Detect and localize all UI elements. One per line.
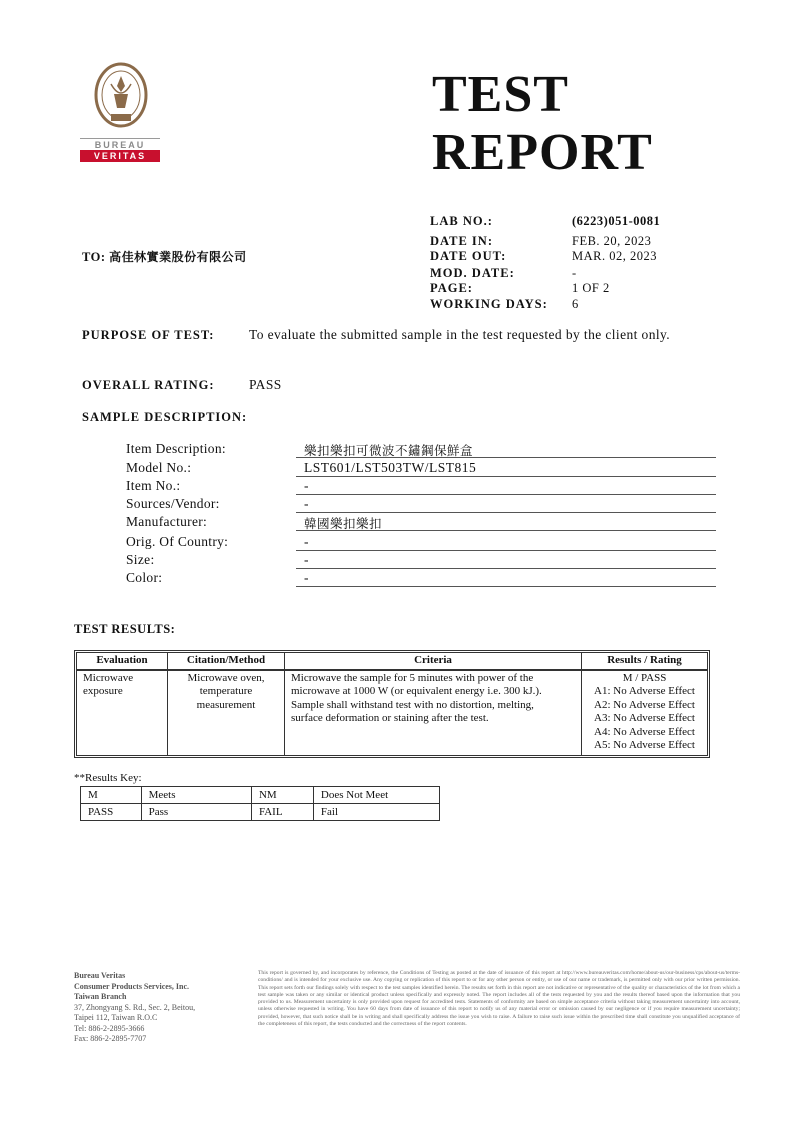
- logo-band-bottom: VERITAS: [80, 150, 160, 162]
- lab-info-value: 1 OF 2: [572, 281, 610, 295]
- sample-field-value: -: [296, 496, 716, 513]
- sample-row: [126, 478, 718, 496]
- rating-line: M / PASS: [622, 671, 667, 684]
- sample-field-value: LST601/LST503TW/LST815: [296, 460, 716, 477]
- results-key-row: [81, 787, 440, 804]
- criteria-line: Sample shall withstand test with no distortion, melting,: [291, 698, 534, 711]
- footer-disclaimer: This report is governed by, and incorporates by reference, the Conditions of Testing as posted at the date of issuance of this report at http://www.bureauveritas.com/home/about-us/our-business/cps/about-us/terms-conditions/ and is intended for your exclusive use. Any copying or replication of this report to or for any other person or entity, or use of our name or trademark, is permitted only with our prior written permission. This report sets forth our findings solely with respect to the test samples identified herein. The results set forth in this report are not indicative or representative of the quality or characteristics of the lot from which a test sample was taken or any similar or identical product unless specifically and expressly noted. The report includes all of the tests requested by you and the results thereof based upon the information that you provided to us. Measurement uncertainty is only provided upon request for accredited tests. Statements of conformity are based on simple acceptance criteria without taking measurement uncertainty into account, unless otherwise requested in writing. You have 60 days from date of issuance of this report to notify us of any material error or omission caused by our negligence or if you require measurement uncertainty; provided, however, that such notice shall be in writing and shall specifically address the issue you wish to raise. A failure to raise such issue within the prescribed time shall constitute you unqualified acceptance of the completeness of this report, the tests conducted and the correctness of the report contents.: [258, 970, 740, 1028]
- lab-info-label: WORKING DAYS:: [430, 297, 548, 311]
- results-key-cell: NM: [251, 787, 313, 804]
- criteria-line: surface deformation or staining after the test.: [291, 712, 489, 724]
- sample-field-label: Manufacturer:: [126, 514, 208, 529]
- results-key-table: [80, 786, 440, 821]
- sample-field-label: Item No.:: [126, 478, 181, 493]
- rating-line: A2: No Adverse Effect: [594, 698, 695, 711]
- sample-field-label: Size:: [126, 552, 155, 567]
- lab-info-label: DATE OUT:: [430, 249, 507, 263]
- sample-row: [126, 496, 718, 514]
- results-key-title: **Results Key:: [74, 772, 142, 784]
- sample-field-label: Orig. Of Country:: [126, 534, 229, 549]
- sample-description-heading: SAMPLE DESCRIPTION:: [82, 410, 248, 424]
- title-line-2: REPORT: [432, 124, 653, 181]
- lab-info-label: LAB NO.:: [430, 214, 493, 228]
- sample-field-label: Color:: [126, 570, 163, 585]
- overall-rating-label: OVERALL RATING:: [82, 378, 215, 392]
- sample-field-value: 樂扣樂扣可微波不鏽鋼保鮮盒: [296, 441, 716, 458]
- sample-row: [126, 570, 718, 588]
- footer-company-line: Bureau Veritas: [74, 971, 126, 980]
- sample-row: [126, 552, 718, 570]
- footer-company: [74, 971, 195, 1003]
- header-rating: Results / Rating: [582, 653, 708, 670]
- footer-address-line: 37, Zhongyang S. Rd., Sec. 2, Beitou,: [74, 1002, 196, 1012]
- header-method: Citation/Method: [168, 653, 285, 670]
- sample-row: [126, 534, 718, 552]
- bureau-veritas-logo: [80, 62, 162, 162]
- criteria-line: Microwave the sample for 5 minutes with power of the: [291, 671, 534, 684]
- results-key-row: [81, 804, 440, 821]
- sample-row: [126, 514, 718, 532]
- test-results-heading: TEST RESULTS:: [74, 622, 176, 636]
- header-evaluation: Evaluation: [77, 653, 168, 670]
- recipient: [82, 248, 247, 265]
- results-table: [74, 650, 710, 758]
- to-label: TO:: [82, 250, 106, 264]
- rating-line: A4: No Adverse Effect: [594, 725, 695, 738]
- footer-address-line: Taipei 112, Taiwan R.O.C: [74, 1013, 158, 1022]
- results-key-cell: Meets: [141, 787, 251, 804]
- results-key-cell: Pass: [141, 804, 251, 821]
- lab-info-value: (6223)051-0081: [572, 214, 661, 228]
- cell-rating: [582, 670, 708, 755]
- sample-field-value: -: [296, 570, 716, 587]
- rating-line: A1: No Adverse Effect: [594, 685, 695, 697]
- method-line: temperature: [199, 685, 253, 697]
- sample-field-label: Model No.:: [126, 460, 192, 475]
- sample-row: [126, 460, 718, 478]
- sample-field-value: -: [296, 552, 716, 569]
- footer-address-line: Fax: 886-2-2895-7707: [74, 1034, 147, 1043]
- lab-info-value: FEB. 20, 2023: [572, 234, 652, 248]
- lab-info-label: PAGE:: [430, 281, 473, 295]
- method-line: Microwave oven,: [187, 671, 265, 684]
- evaluation-line: exposure: [83, 685, 123, 697]
- results-key-cell: PASS: [81, 804, 142, 821]
- sample-field-label: Sources/Vendor:: [126, 496, 220, 511]
- logo-band-top: BUREAU: [80, 138, 160, 151]
- bureau-veritas-seal-icon: [94, 62, 148, 132]
- results-key-cell: Does Not Meet: [313, 787, 439, 804]
- lab-info-label: MOD. DATE:: [430, 266, 515, 280]
- evaluation-line: Microwave: [83, 671, 134, 684]
- footer-address: [74, 971, 195, 1045]
- sample-field-value: -: [296, 534, 716, 551]
- footer-company-line: Taiwan Branch: [74, 992, 127, 1001]
- sample-row: [126, 441, 718, 459]
- lab-info-label: DATE IN:: [430, 234, 493, 248]
- table-row: [77, 670, 707, 755]
- results-key-cell: FAIL: [251, 804, 313, 821]
- cell-method: [168, 670, 285, 755]
- rating-line: A3: No Adverse Effect: [594, 712, 695, 724]
- cell-criteria: [285, 670, 582, 755]
- sample-field-value: -: [296, 478, 716, 495]
- sample-field-label: Item Description:: [126, 441, 226, 456]
- criteria-line: microwave at 1000 W (or equivalent energy i.e. 300 kJ.).: [291, 685, 542, 697]
- lab-info-value: 6: [572, 297, 579, 311]
- purpose-label: PURPOSE OF TEST:: [82, 328, 215, 342]
- rating-line: A5: No Adverse Effect: [594, 739, 695, 751]
- results-key-cell: M: [81, 787, 142, 804]
- results-key-cell: Fail: [313, 804, 439, 821]
- cell-evaluation: [77, 670, 168, 755]
- lab-info-value: -: [572, 266, 577, 280]
- header-criteria: Criteria: [285, 653, 582, 670]
- lab-info-value: MAR. 02, 2023: [572, 249, 657, 263]
- footer-address-line: Tel: 886-2-2895-3666: [74, 1023, 145, 1033]
- sample-field-value: 韓國樂扣樂扣: [296, 514, 716, 531]
- report-title: [432, 66, 653, 182]
- purpose-text: To evaluate the submitted sample in the test requested by the client only.: [249, 327, 671, 342]
- method-line: measurement: [196, 698, 256, 711]
- footer-contact: [74, 1003, 195, 1045]
- recipient-name: 高佳林實業股份有限公司: [109, 250, 247, 264]
- overall-rating-value: PASS: [249, 377, 282, 392]
- title-line-1: TEST: [432, 66, 569, 123]
- footer-company-line: Consumer Products Services, Inc.: [74, 981, 190, 991]
